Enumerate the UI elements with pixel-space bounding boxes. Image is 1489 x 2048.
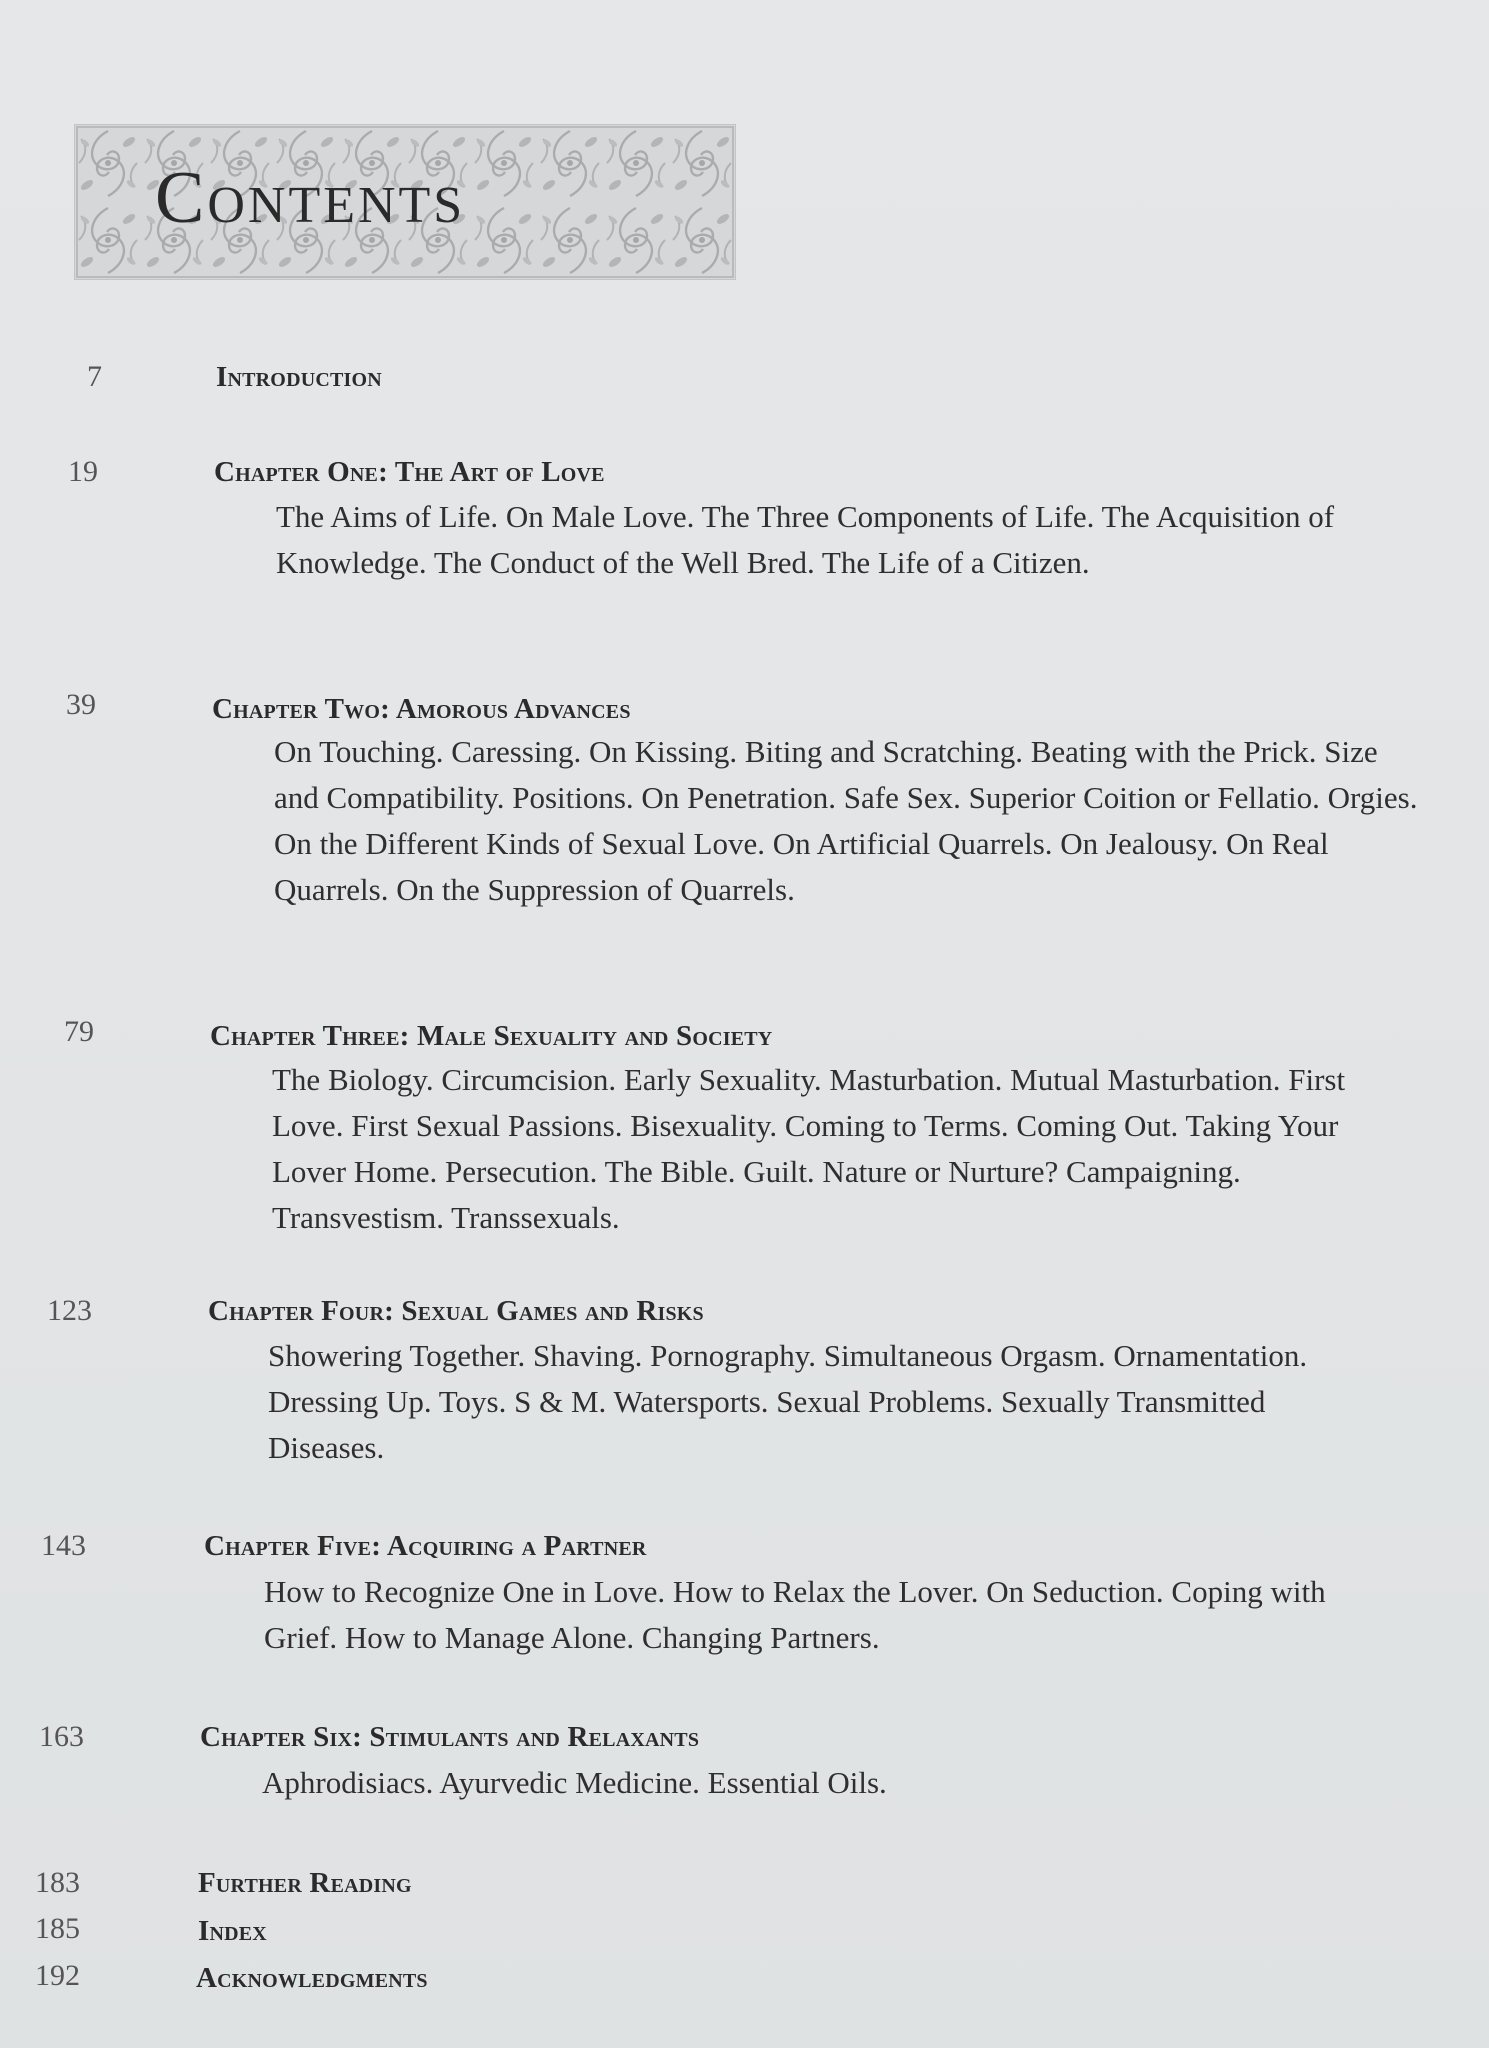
- toc-page-number: 123: [47, 1294, 92, 1327]
- toc-page-number: 79: [64, 1015, 94, 1048]
- toc-entry-description: Showering Together. Shaving. Pornography. Simultaneous Orgasm. Ornamentation. Dressing Up. Toys. S & M. Watersports. Sexual Problems. Sexually Transmitted Diseases.: [268, 1338, 1308, 1465]
- toc-page-number: 19: [68, 455, 98, 488]
- toc-page-number: 7: [87, 360, 102, 393]
- toc-page-number: 183: [35, 1866, 80, 1899]
- toc-entry-title: Acknowledgments: [196, 1962, 428, 1994]
- toc-entry-title: Introduction: [216, 361, 382, 393]
- contents-heading-ornament: [74, 124, 736, 280]
- toc-entry-title: Chapter One: The Art of Love: [214, 456, 605, 488]
- toc-entry-title: Further Reading: [198, 1867, 412, 1899]
- toc-page-number: 185: [35, 1912, 80, 1945]
- toc-entry-description: On Touching. Caressing. On Kissing. Biting and Scratching. Beating with the Prick. Size and Compatibility. Positions. On Penetration. Safe Sex. Superior Coition or Fellatio. Orgies. On the Different Kinds of Sexual Love. On Artificial Quarrels. On Jealousy. On Real Quarrels. On the Suppression of Quarrels.: [274, 734, 1418, 907]
- toc-page-number: 39: [66, 688, 96, 721]
- toc-entry-description: The Biology. Circumcision. Early Sexuality. Masturbation. Mutual Masturbation. First Love. First Sexual Passions. Bisexuality. Coming to Terms. Coming Out. Taking Your Lover Home. Persecution. The Bible. Guilt. Nature or Nurture? Campaigning. Transvestism. Transsexuals.: [272, 1062, 1346, 1235]
- toc-entry-title: Chapter Five: Acquiring a Partner: [204, 1530, 647, 1562]
- toc-entry-description: The Aims of Life. On Male Love. The Three Components of Life. The Acquisition of Knowledge. The Conduct of the Well Bred. The Life of a Citizen.: [276, 499, 1335, 580]
- page-title: Contents: [155, 157, 466, 239]
- toc-entry-description: How to Recognize One in Love. How to Relax the Lover. On Seduction. Coping with Grief. How to Manage Alone. Changing Partners.: [264, 1574, 1326, 1655]
- toc-entry-title: Index: [198, 1915, 267, 1947]
- toc-page-number: 143: [41, 1529, 86, 1562]
- toc-entry-title: Chapter Two: Amorous Advances: [212, 693, 631, 725]
- toc-entry-description: Aphrodisiacs. Ayurvedic Medicine. Essential Oils.: [262, 1765, 887, 1800]
- toc-entry-title: Chapter Six: Stimulants and Relaxants: [200, 1721, 700, 1753]
- toc-page-number: 163: [39, 1720, 84, 1753]
- toc-page-number: 192: [35, 1959, 80, 1992]
- toc-entry-title: Chapter Four: Sexual Games and Risks: [208, 1295, 704, 1327]
- toc-entry-title: Chapter Three: Male Sexuality and Society: [210, 1020, 773, 1052]
